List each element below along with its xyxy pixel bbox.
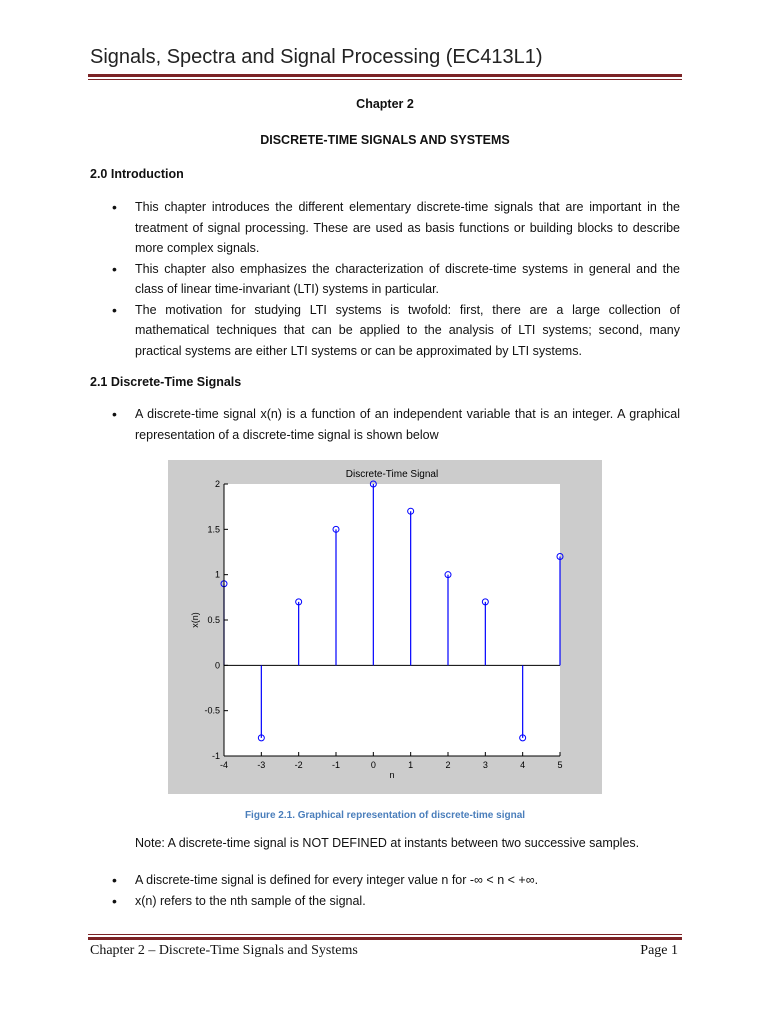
- y-tick-label: 0.5: [207, 615, 220, 625]
- header-rule-thick: [88, 74, 682, 77]
- x-tick-label: 0: [370, 760, 376, 770]
- x-tick-label: 4: [520, 760, 526, 770]
- y-tick-label: 1.5: [207, 524, 220, 535]
- list-item: • The motivation for studying LTI systems is twofold: first, there are a large collection of mathematical techniques that can be applied to the analysis of LTI systems; second, many practical systems are either LTI systems or can be approximated by LTI systems.: [90, 300, 680, 362]
- section-intro-heading: 2.0 Introduction: [90, 167, 184, 181]
- y-tick-label: -0.5: [204, 705, 220, 716]
- x-tick-label: 1: [408, 760, 414, 770]
- x-tick-label: -3: [257, 760, 266, 770]
- intro-bullet-list: [90, 197, 680, 361]
- x-tick-label: -4: [219, 760, 229, 770]
- y-tick-label: 0: [214, 660, 220, 671]
- x-tick-label: -1: [331, 760, 341, 770]
- list-item: • x(n) refers to the nth sample of the signal.: [90, 891, 680, 912]
- x-tick-label: 5: [557, 760, 563, 770]
- chart-title: Discrete-Time Signal: [345, 469, 439, 480]
- plot-area: [224, 484, 560, 756]
- x-axis-label: n: [389, 770, 395, 780]
- list-item: • A discrete-time signal is defined for every integer value n for -∞ < n < +∞.: [90, 870, 680, 891]
- note-text: Note: A discrete-time signal is NOT DEFINED at instants between two successive samples.: [135, 836, 640, 850]
- footer-rule-thick: [88, 937, 682, 940]
- chapter-label: Chapter 2: [356, 97, 414, 111]
- figure-caption: Figure 2.1. Graphical representation of discrete-time signal: [244, 810, 526, 821]
- figure-frame: [168, 460, 602, 794]
- more-bullet-list: [90, 870, 680, 911]
- y-tick-label: 1: [214, 569, 220, 580]
- footer-page-number: Page 1: [640, 943, 678, 958]
- section-signals-heading: 2.1 Discrete-Time Signals: [90, 375, 242, 389]
- chapter-title: DISCRETE-TIME SIGNALS AND SYSTEMS: [260, 133, 510, 147]
- x-tick-label: 3: [482, 760, 488, 770]
- x-tick-label: 2: [445, 760, 451, 770]
- list-item: • A discrete-time signal x(n) is a function of an independent variable that is an integer. A graphical representation of a discrete-time signal is shown below: [90, 404, 680, 445]
- y-tick-label: 2: [214, 479, 220, 489]
- footer-rule-thin: [88, 934, 682, 935]
- document-header-title: Signals, Spectra and Signal Processing (EC413L1): [90, 46, 543, 68]
- footer-chapter-title: Chapter 2 – Discrete-Time Signals and Systems: [90, 943, 358, 958]
- list-item: • This chapter also emphasizes the characterization of discrete-time systems in general and the class of linear time-invariant (LTI) systems in particular.: [90, 259, 680, 300]
- y-tick-label: -1: [211, 751, 220, 761]
- signals-bullet-list: [90, 404, 680, 445]
- stem-chart: [168, 460, 602, 794]
- y-axis-label: x(n): [190, 612, 200, 628]
- x-tick-label: -2: [294, 760, 303, 770]
- header-rule-thin: [88, 79, 682, 80]
- list-item: • This chapter introduces the different elementary discrete-time signals that are important in the treatment of signal processing. These are used as basis functions or building blocks to describe more complex signals.: [90, 197, 680, 259]
